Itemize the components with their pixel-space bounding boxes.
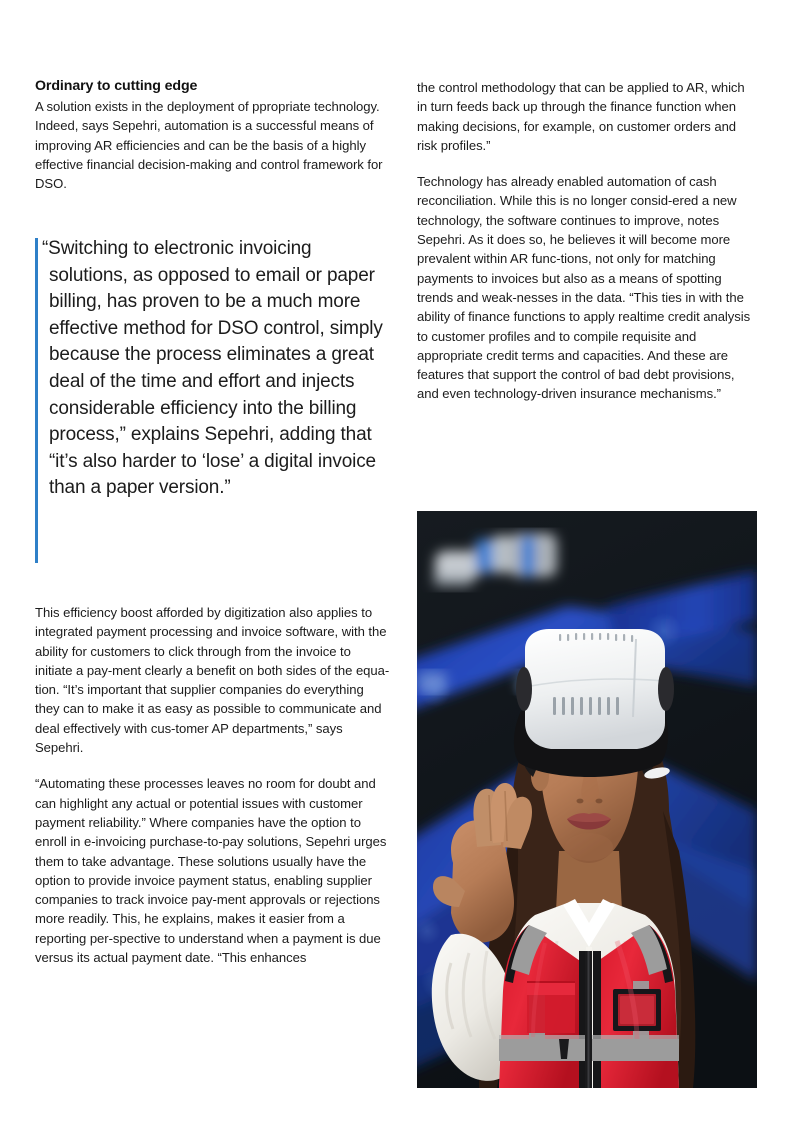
- pull-quote-accent-bar: [35, 238, 38, 563]
- left-column-paragraph-2: This efficiency boost afforded by digitization also applies to integrated payment processing and invoice software, with the ability for customers to click through from the invoice to initiate a pay-ment clearly a benefit on both sides of the equa-tion. “It’s important that supplier companies do everything they can to make it as easy as possible to communicate and deal effectively with cus-tomer AP departments,” says Sepehri.: [35, 605, 390, 756]
- pull-quote: [35, 236, 391, 502]
- right-column-paragraph-2: Technology has already enabled automation of cash reconciliation. While this is no longer consid-ered a new technology, the software continues to improve, notes Sepehri. As it does so, he believes it will become more prevalent within AR func-tions, not only for matching payments to invoices but also as a means of spotting trends and weak-nesses in the data. “This ties in with the ability of finance functions to apply realtime credit analysis to customer profiles and to compile requisite and appropriate credit terms and capacities. And these are features that support the control of bad debt provisions, and even technology-driven insurance mechanisms.”: [417, 174, 751, 402]
- left-column-paragraph-1: A solution exists in the deployment of ppropriate technology. Indeed, says Sepehri, automation is a successful means of improving AR efficiencies and can be the basis of a highly effective financial decision-making and control framework for DSO.: [35, 99, 383, 192]
- pull-quote-text: “Switching to electronic invoicing solutions, as opposed to email or paper billing, has proven to be a much more effective method for DSO control, simply because the process eliminates a great deal of the time and effort and injects considerable efficiency into the billing process,” explains Sepehri, adding that “it’s also harder to ‘lose’ a digital invoice than a paper version.”: [42, 238, 383, 499]
- section-heading: Ordinary to cutting edge: [35, 78, 198, 94]
- right-column-paragraph-1: the control methodology that can be applied to AR, which in turn feeds back up through the finance function when making decisions, for example, on customer orders and risk profiles.”: [417, 80, 745, 153]
- left-column-paragraph-3: “Automating these processes leaves no room for doubt and can highlight any actual or potential issues with customer payment reliability.” Where companies have the option to enroll in e-invoicing purchase-to-pay solutions, Sepehri urges them to take advantage. These solutions usually have the option to provide invoice payment status, enabling supplier companies to track invoice pay-ment approvals or rejections more readily. This, he explains, makes it easier from a reporting per-spective to understand when a payment is due versus its actual payment date. “This enhances: [35, 776, 387, 966]
- left-column-lower: [35, 603, 391, 967]
- left-column: [35, 78, 391, 193]
- article-photo: [417, 511, 757, 1088]
- vr-headset-worker-photo: [417, 511, 757, 1088]
- vr-headset: [514, 629, 674, 781]
- right-column: [417, 78, 757, 404]
